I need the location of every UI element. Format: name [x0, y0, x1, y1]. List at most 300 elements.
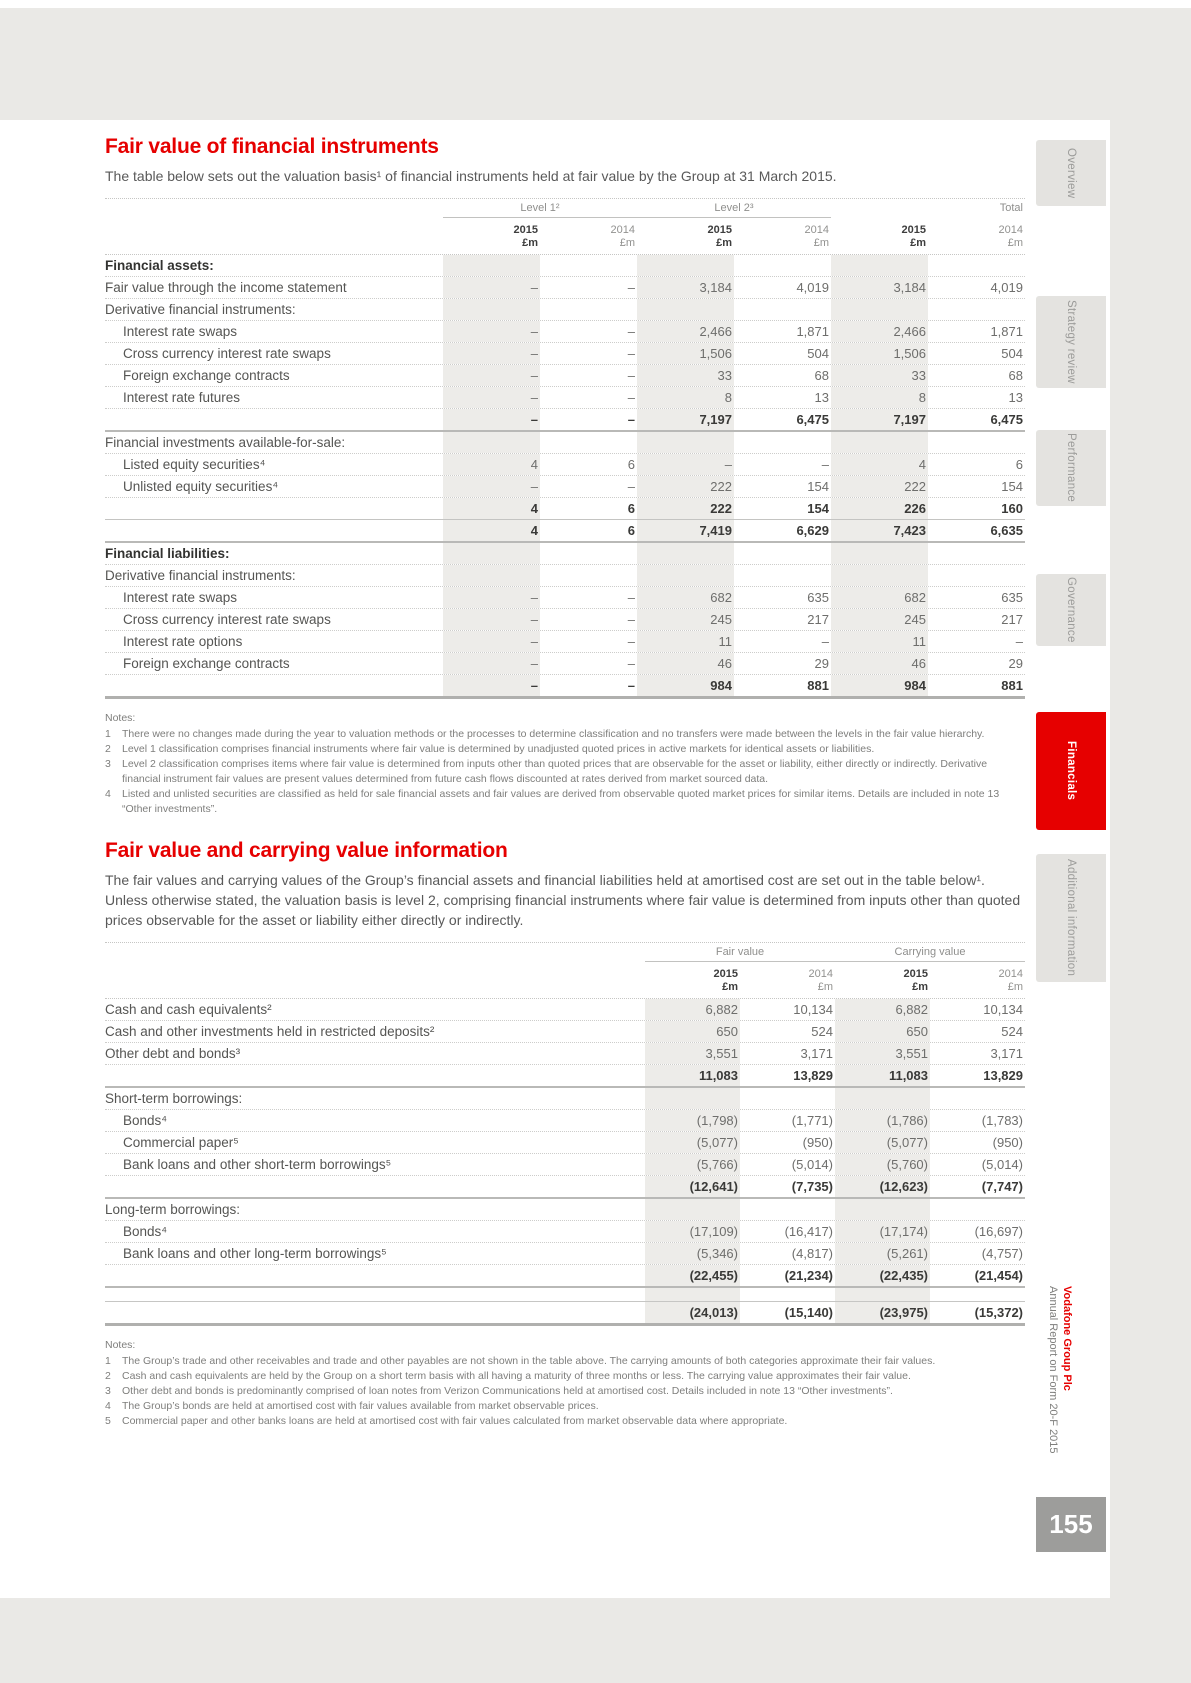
table-cell — [734, 565, 831, 586]
table-cell: 13 — [814, 390, 829, 405]
table-cell — [831, 299, 928, 320]
table-cell: – — [627, 678, 635, 693]
note-number: 2 — [105, 1370, 111, 1382]
table-cell: (22,435) — [835, 1265, 930, 1286]
table-cell: 4 — [443, 498, 540, 519]
table-cell: (12,623) — [835, 1176, 930, 1197]
table-row — [105, 1221, 1025, 1243]
sidebar-tab-performance[interactable] — [1036, 430, 1106, 506]
table-row — [105, 1199, 1025, 1221]
carrying-value-table — [105, 942, 1025, 1326]
table-row — [105, 255, 1025, 277]
note-number: 1 — [105, 1355, 111, 1367]
table-cell — [540, 565, 637, 586]
table-cell — [928, 565, 1025, 586]
table-cell: (21,454) — [974, 1268, 1023, 1283]
table-cell: 635 — [807, 590, 829, 605]
label-column-spacer — [105, 224, 443, 250]
table-row — [105, 1043, 1025, 1065]
table-cell: 3,184 — [637, 277, 734, 298]
table-cell: (16,697) — [974, 1224, 1023, 1239]
section-title-carrying-value: Fair value and carrying value information — [105, 839, 508, 862]
unit-label: £m — [813, 237, 829, 249]
table-cell: (17,109) — [645, 1221, 740, 1242]
column-group-row — [105, 198, 1025, 218]
table-cell — [835, 1288, 930, 1301]
table-cell — [637, 565, 734, 586]
note-number: 2 — [105, 743, 111, 755]
table-cell: – — [443, 321, 540, 342]
page-number: 155 — [1036, 1497, 1106, 1552]
table-cell: 881 — [1001, 678, 1023, 693]
unit-label: £m — [1007, 237, 1023, 249]
table-cell: – — [1015, 634, 1023, 649]
page-top-margin — [0, 0, 1191, 8]
table-cell — [645, 1088, 740, 1109]
row-label — [105, 1265, 645, 1286]
column-group-label: Level 2³ — [637, 202, 831, 218]
table-cell — [734, 255, 831, 276]
note-text: Commercial paper and other banks loans are held at amortised cost with fair values calculated from market observable data where appropriate. — [122, 1415, 788, 1427]
table-cell: 217 — [1001, 612, 1023, 627]
table-row — [105, 321, 1025, 343]
unit-label: £m — [716, 237, 732, 249]
row-label: Derivative financial instruments: — [105, 568, 296, 583]
table-cell — [540, 255, 637, 276]
table-row — [105, 432, 1025, 454]
year-header-cell — [734, 224, 831, 250]
row-label — [105, 520, 443, 541]
table-cell — [740, 1199, 835, 1220]
unit-label: £m — [1007, 981, 1023, 993]
row-label — [105, 498, 443, 519]
table-row — [105, 409, 1025, 432]
table-cell — [928, 543, 1025, 564]
table-cell: – — [443, 476, 540, 497]
table-cell: (5,346) — [645, 1243, 740, 1264]
table-cell: 245 — [637, 609, 734, 630]
year-header-cell — [443, 224, 540, 250]
table-row — [105, 1132, 1025, 1154]
table-cell: – — [443, 609, 540, 630]
unit-label: £m — [619, 237, 635, 249]
table-cell — [540, 543, 637, 564]
table-cell — [928, 255, 1025, 276]
table-cell: – — [627, 368, 635, 383]
table-cell: – — [443, 343, 540, 364]
table-cell: 222 — [637, 476, 734, 497]
report-title: Annual Report on Form 20-F 2015 — [1047, 1286, 1059, 1454]
table-cell: 6 — [627, 523, 635, 538]
table-cell — [734, 299, 831, 320]
table-cell: – — [627, 346, 635, 361]
row-label: Financial assets: — [105, 258, 214, 273]
table-cell: 6 — [627, 501, 635, 516]
table-cell — [443, 432, 540, 453]
row-label: Commercial paper⁵ — [123, 1135, 239, 1150]
table-cell: 7,423 — [831, 520, 928, 541]
table-cell: 650 — [645, 1021, 740, 1042]
row-label — [105, 1176, 645, 1197]
table-cell — [930, 1199, 1025, 1220]
table-cell: 6,882 — [835, 999, 930, 1020]
table-cell — [928, 432, 1025, 453]
table-cell: 46 — [637, 653, 734, 674]
note-item — [105, 1369, 1025, 1384]
table-cell: (5,077) — [835, 1132, 930, 1153]
note-text: The Group’s bonds are held at amortised cost with fair values available from market observable prices. — [122, 1400, 599, 1412]
table-cell: 6,475 — [990, 412, 1023, 427]
table-cell: (5,014) — [791, 1157, 833, 1172]
year-header-cell — [930, 968, 1025, 994]
table-cell — [831, 543, 928, 564]
table-cell: 68 — [814, 368, 829, 383]
note-item — [105, 1384, 1025, 1399]
notes-block — [105, 1338, 1025, 1429]
table-cell: 29 — [814, 656, 829, 671]
table-cell — [637, 432, 734, 453]
table-cell: (22,455) — [645, 1265, 740, 1286]
note-text: The Group’s trade and other receivables and trade and other payables are not shown in the table above. The carrying amounts of both categories approximate their fair values. — [122, 1355, 936, 1367]
table-cell: – — [443, 365, 540, 386]
section-intro: The fair values and carrying values of the Group’s financial assets and financial liabilities held at amortised cost are set out in the table below¹. Unless otherwise stated, the valuation basis is level 2, comprising financial instruments where fair value is determined from inputs other than quoted prices observable for the asset or liability either directly or indirectly. — [105, 872, 1021, 928]
note-text: Level 1 classification comprises financial instruments where fair value is determined by unadjusted quoted prices in active markets for identical assets or liabilities. — [122, 743, 875, 755]
table-cell: – — [443, 409, 540, 430]
sidebar-tab-label: Governance — [1065, 577, 1077, 643]
table-cell: 160 — [1001, 501, 1023, 516]
row-label: Cash and cash equivalents² — [105, 1002, 272, 1017]
table-cell: – — [627, 280, 635, 295]
table-row — [105, 1288, 1025, 1302]
table-cell: (4,757) — [981, 1246, 1023, 1261]
table-cell: (12,641) — [645, 1176, 740, 1197]
unit-label: £m — [912, 981, 928, 993]
table-cell — [831, 255, 928, 276]
table-row — [105, 1021, 1025, 1043]
unit-label: £m — [817, 981, 833, 993]
table-cell: 68 — [1008, 368, 1023, 383]
row-label: Other debt and bonds³ — [105, 1046, 241, 1061]
notes-heading: Notes: — [105, 712, 136, 724]
sidebar-tab-overview[interactable] — [1036, 140, 1106, 206]
year-header-cell — [831, 224, 928, 250]
table-cell: 13,829 — [793, 1068, 833, 1083]
table-cell: (1,783) — [981, 1113, 1023, 1128]
table-cell: 4 — [443, 454, 540, 475]
table-row — [105, 476, 1025, 498]
table-row — [105, 675, 1025, 699]
row-label: Interest rate swaps — [123, 590, 238, 605]
table-cell: (950) — [802, 1135, 833, 1150]
table-cell: – — [627, 412, 635, 427]
note-text: Listed and unlisted securities are classified as held for sale financial assets and fair values are derived from observable quoted market prices for similar items. Details are included in note 13 “Other investments”. — [122, 788, 1000, 815]
table-cell: 635 — [1001, 590, 1023, 605]
year-header-row — [105, 218, 1025, 255]
table-cell: 4,019 — [796, 280, 829, 295]
table-row — [105, 1065, 1025, 1088]
table-cell — [443, 543, 540, 564]
fair-value-table — [105, 198, 1025, 699]
note-number: 3 — [105, 758, 111, 770]
table-cell — [637, 255, 734, 276]
row-label: Interest rate options — [123, 634, 243, 649]
note-item — [105, 1399, 1025, 1414]
table-cell — [835, 1199, 930, 1220]
row-label: Bonds⁴ — [123, 1113, 168, 1128]
notes-list — [105, 1354, 1025, 1429]
table-row — [105, 343, 1025, 365]
row-label: Cash and other investments held in restricted deposits² — [105, 1024, 435, 1039]
table-row — [105, 277, 1025, 299]
section-title-fair-value: Fair value of financial instruments — [105, 135, 439, 158]
table-cell: – — [627, 590, 635, 605]
table-cell: – — [443, 587, 540, 608]
note-number: 4 — [105, 1400, 111, 1412]
table-row — [105, 1243, 1025, 1265]
table-cell: 3,551 — [835, 1043, 930, 1064]
sidebar-tab-financials[interactable] — [1036, 712, 1106, 830]
unit-label: £m — [722, 981, 738, 993]
note-text: Level 2 classification comprises items where fair value is determined from inputs other than quoted prices that are observable for the asset or liability, either directly or indirectly. Derivative financial instrument fair values are present values determined from future cash flows discounted at rates derived from market sourced data. — [122, 758, 988, 785]
table-cell: 6,629 — [796, 523, 829, 538]
table-cell: 1,506 — [637, 343, 734, 364]
table-cell: 984 — [831, 675, 928, 696]
table-cell: 881 — [807, 678, 829, 693]
column-group-label: Fair value — [645, 946, 835, 962]
year-header-cell — [928, 224, 1025, 250]
table-cell — [540, 432, 637, 453]
table-cell: (17,174) — [835, 1221, 930, 1242]
sidebar-tab-additional-information[interactable] — [1036, 854, 1106, 982]
table-row — [105, 1110, 1025, 1132]
table-cell — [734, 432, 831, 453]
row-label: Derivative financial instruments: — [105, 302, 296, 317]
column-group-row — [105, 942, 1025, 962]
table-cell: – — [821, 457, 829, 472]
year-header-cell — [637, 224, 734, 250]
unit-label: £m — [910, 237, 926, 249]
table-cell: 524 — [811, 1024, 833, 1039]
table-cell: – — [443, 653, 540, 674]
table-row — [105, 631, 1025, 653]
column-group-label: Total — [999, 202, 1023, 214]
note-item — [105, 1414, 1025, 1429]
table-cell — [443, 255, 540, 276]
table-row — [105, 999, 1025, 1021]
table-cell: (24,013) — [645, 1302, 740, 1323]
table-cell: 154 — [1001, 479, 1023, 494]
label-column-spacer — [105, 968, 645, 994]
table-cell: 217 — [807, 612, 829, 627]
table-row — [105, 1154, 1025, 1176]
year-label: 2015 — [513, 224, 538, 236]
year-label: 2014 — [808, 968, 833, 980]
row-label: Cross currency interest rate swaps — [123, 346, 331, 361]
table-cell: 11,083 — [835, 1065, 930, 1086]
sidebar-tab-label: Performance — [1065, 433, 1077, 503]
table-cell: 10,134 — [793, 1002, 833, 1017]
table-cell: 8 — [637, 387, 734, 408]
year-label: 2015 — [713, 968, 738, 980]
row-label: Fair value through the income statement — [105, 280, 347, 295]
row-label — [105, 1302, 645, 1323]
row-label: Long-term borrowings: — [105, 1202, 241, 1217]
table-cell: 3,171 — [800, 1046, 833, 1061]
table-cell — [928, 299, 1025, 320]
table-cell: – — [627, 656, 635, 671]
brand-name: Vodafone Group Plc — [1061, 1286, 1073, 1391]
table-row — [105, 387, 1025, 409]
table-cell: 1,871 — [796, 324, 829, 339]
sidebar-tab-label: Additional information — [1065, 859, 1077, 977]
table-cell: 504 — [807, 346, 829, 361]
table-cell: (23,975) — [835, 1302, 930, 1323]
table-cell — [835, 1088, 930, 1109]
table-cell: 1,506 — [831, 343, 928, 364]
table-cell — [740, 1088, 835, 1109]
row-label: Financial investments available-for-sale: — [105, 435, 346, 450]
table-cell: (7,735) — [791, 1179, 833, 1194]
table-cell — [645, 1288, 740, 1301]
table-cell: (5,760) — [835, 1154, 930, 1175]
table-cell: 2,466 — [637, 321, 734, 342]
table-cell: – — [627, 634, 635, 649]
year-label: 2015 — [901, 224, 926, 236]
table-row — [105, 498, 1025, 520]
table-cell: 13,829 — [983, 1068, 1023, 1083]
table-cell: – — [443, 387, 540, 408]
year-label: 2014 — [610, 224, 635, 236]
note-item — [105, 787, 1025, 817]
note-number: 3 — [105, 1385, 111, 1397]
year-label: 2014 — [998, 224, 1023, 236]
table-row — [105, 1176, 1025, 1199]
table-cell: 3,171 — [990, 1046, 1023, 1061]
table-row — [105, 1088, 1025, 1110]
table-cell: (16,417) — [784, 1224, 833, 1239]
table-row — [105, 299, 1025, 321]
table-row — [105, 653, 1025, 675]
table-cell: (15,140) — [784, 1305, 833, 1320]
table-cell: (5,014) — [981, 1157, 1023, 1172]
table-cell: 33 — [831, 365, 928, 386]
table-cell: – — [443, 631, 540, 652]
notes-heading: Notes: — [105, 1339, 136, 1351]
table-cell: (1,771) — [791, 1113, 833, 1128]
row-label: Bonds⁴ — [123, 1224, 168, 1239]
notes-block — [105, 711, 1025, 817]
year-header-cell — [740, 968, 835, 994]
table-row — [105, 543, 1025, 565]
table-cell: 650 — [835, 1021, 930, 1042]
table-cell — [540, 299, 637, 320]
table-cell: 4,019 — [990, 280, 1023, 295]
sidebar-tab-strategy-review[interactable] — [1036, 296, 1106, 388]
table-cell: 154 — [807, 479, 829, 494]
table-cell: – — [627, 479, 635, 494]
table-cell: 2,466 — [831, 321, 928, 342]
table-cell: 154 — [807, 501, 829, 516]
table-cell: 1,871 — [990, 324, 1023, 339]
table-cell: (1,798) — [645, 1110, 740, 1131]
table-cell: 46 — [831, 653, 928, 674]
year-header-cell — [645, 968, 740, 994]
column-group-label: Carrying value — [835, 946, 1025, 962]
table-cell: 984 — [637, 675, 734, 696]
row-label: Listed equity securities⁴ — [123, 457, 266, 472]
table-cell: – — [443, 277, 540, 298]
table-row — [105, 520, 1025, 543]
table-cell: – — [821, 634, 829, 649]
table-cell: 11 — [831, 631, 928, 652]
table-cell: 504 — [1001, 346, 1023, 361]
table-cell: 524 — [1001, 1024, 1023, 1039]
table-cell: (15,372) — [974, 1305, 1023, 1320]
table-cell: – — [637, 454, 734, 475]
row-label — [105, 1065, 645, 1086]
section-intro: The table below sets out the valuation basis¹ of financial instruments held at fair value by the Group at 31 March 2015. — [105, 168, 837, 184]
table-cell — [637, 543, 734, 564]
table-cell: 11,083 — [645, 1065, 740, 1086]
table-cell: 245 — [831, 609, 928, 630]
table-cell: 682 — [637, 587, 734, 608]
table-cell: 6,882 — [645, 999, 740, 1020]
year-label: 2015 — [707, 224, 732, 236]
table-cell — [637, 299, 734, 320]
table-cell: 7,197 — [637, 409, 734, 430]
note-number: 5 — [105, 1415, 111, 1427]
row-label: Bank loans and other long-term borrowings⁵ — [123, 1246, 387, 1261]
row-label: Foreign exchange contracts — [123, 368, 290, 383]
table-cell: 33 — [637, 365, 734, 386]
note-item — [105, 757, 1025, 787]
row-label — [105, 409, 443, 430]
table-cell: (1,786) — [835, 1110, 930, 1131]
table-row — [105, 609, 1025, 631]
table-cell: 3,184 — [831, 277, 928, 298]
table-cell: 6,475 — [796, 412, 829, 427]
table-cell — [831, 565, 928, 586]
note-number: 4 — [105, 788, 111, 800]
unit-label: £m — [522, 237, 538, 249]
year-label: 2014 — [804, 224, 829, 236]
table-cell: 10,134 — [983, 1002, 1023, 1017]
notes-list — [105, 727, 1025, 817]
table-cell: 29 — [1008, 656, 1023, 671]
note-text: Other debt and bonds is predominantly comprised of loan notes from Verizon Communications held at amortised cost. Details included in note 13 “Other investments”. — [122, 1385, 893, 1397]
table-cell — [930, 1288, 1025, 1301]
table-cell: (4,817) — [791, 1246, 833, 1261]
table-cell: – — [627, 612, 635, 627]
note-item — [105, 1354, 1025, 1369]
table-cell: – — [627, 390, 635, 405]
table-cell — [734, 543, 831, 564]
table-row — [105, 587, 1025, 609]
sidebar-tab-governance[interactable] — [1036, 574, 1106, 646]
table-cell — [645, 1199, 740, 1220]
column-group-label: Level 1² — [443, 202, 637, 218]
table-cell: 8 — [831, 387, 928, 408]
note-text: Cash and cash equivalents are held by the Group on a short term basis with all having a maturity of three months or less. The carrying value approximates their fair value. — [122, 1370, 911, 1382]
year-label: 2015 — [903, 968, 928, 980]
table-cell: 4 — [831, 454, 928, 475]
table-cell: (7,747) — [981, 1179, 1023, 1194]
table-cell: 222 — [831, 476, 928, 497]
table-cell: (950) — [992, 1135, 1023, 1150]
table-cell: (21,234) — [784, 1268, 833, 1283]
label-column-spacer — [105, 946, 645, 962]
page-content — [105, 120, 1025, 1429]
